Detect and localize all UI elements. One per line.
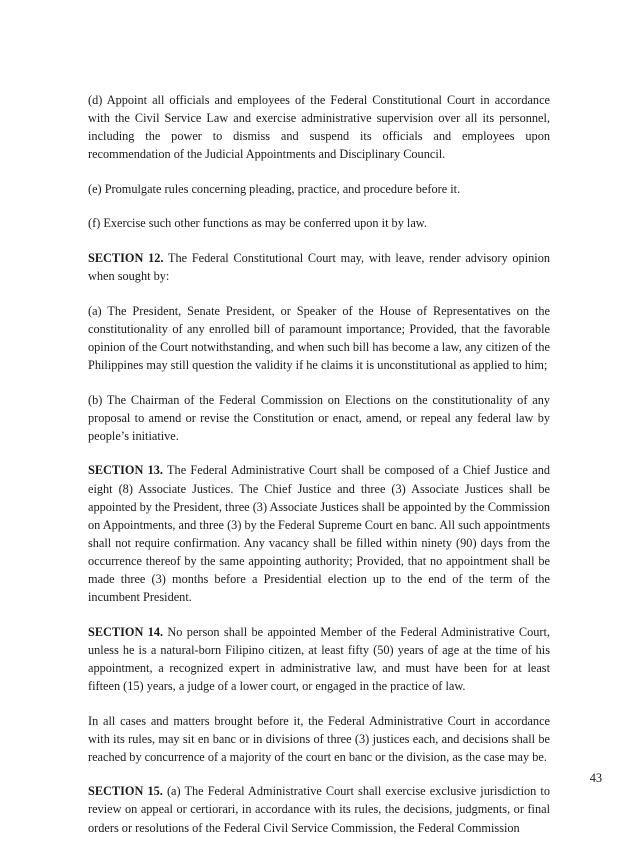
paragraph-text: (b) The Chairman of the Federal Commission on Elections on the constitutionality of any proposal to amend or revise the Constitution or enact, amend, or repeal any federal law by people’s initiative. bbox=[88, 392, 550, 443]
section-13-paragraph bbox=[88, 461, 550, 606]
document-page bbox=[88, 91, 550, 853]
page-number: 43 bbox=[589, 771, 602, 785]
section-label: SECTION 12. bbox=[88, 251, 164, 266]
paragraph-text: (d) Appoint all officials and employees of the Federal Constitutional Court in accordance with the Civil Service Law and exercise administrative supervision over all its personnel, including the power to dismiss and suspend its officials and employees upon recommendation of the Judicial Appointments and Disciplinary Council. bbox=[88, 93, 550, 162]
paragraph-text: In all cases and matters brought before it, the Federal Administrative Court in accordance with its rules, may sit en banc or in divisions of three (3) justices each, and decisions shall be reached by concurrence of a majority of the court en banc or the division, as the case may be. bbox=[88, 713, 550, 764]
paragraph-text: (e) Promulgate rules concerning pleading, practice, and procedure before it. bbox=[88, 181, 461, 196]
paragraph-f-other-functions bbox=[88, 214, 550, 232]
paragraph-d-appoint-officials bbox=[88, 91, 550, 163]
section-label: SECTION 15. bbox=[88, 784, 163, 799]
paragraph-text: No person shall be appointed Member of the Federal Administrative Court, unless he is a natural-born Filipino citizen, at least fifty (50) years of age at the time of his appointment, a recognized expert in administrative law, and must have been for at least fifteen (15) years, a judge of a lower court, or engaged in the practice of law. bbox=[88, 624, 550, 693]
paragraph-text: The Federal Constitutional Court may, with leave, render advisory opinion when sought by: bbox=[88, 251, 550, 284]
paragraph-text: (f) Exercise such other functions as may be conferred upon it by law. bbox=[88, 216, 427, 231]
paragraph-text: (a) The President, Senate President, or Speaker of the House of Representatives on the constitutionality of any enrolled bill of paramount importance; Provided, that the favorable opinion of the Court notwithstanding, and when such bill has become a law, any citizen of the Philippines may still question the validity if he claims it is unconstitutional as applied to him; bbox=[88, 303, 550, 373]
section-label: SECTION 13. bbox=[88, 463, 163, 478]
section-15-paragraph bbox=[88, 782, 550, 836]
paragraph-en-banc-divisions bbox=[88, 712, 550, 766]
paragraph-b-advisory-comelec bbox=[88, 391, 550, 445]
section-14-paragraph bbox=[88, 623, 550, 695]
paragraph-text: (a) The Federal Administrative Court shall exercise exclusive jurisdiction to review on appeal or certiorari, in accordance with its rules, the decisions, judgments, or final orders or resolutions of the Federal Civil Service Commission, the Federal Commission bbox=[88, 784, 550, 835]
paragraph-text: The Federal Administrative Court shall be composed of a Chief Justice and eight (8) Associate Justices. The Chief Justice and three (3) Associate Justices shall be appointed by the President, three (3) Associate Justices shall be appointed by the Commission on Appointments, and three (3) by the Federal Supreme Court en banc. All such appointments shall not require confirmation. Any vacancy shall be filled within ninety (90) days from the occurrence thereof by the same appointing authority; Provided, that no appointment shall be made three (3) months before a Presidential election up to the end of the term of the incumbent President. bbox=[88, 463, 550, 605]
section-label: SECTION 14. bbox=[88, 624, 164, 639]
section-12-paragraph bbox=[88, 249, 550, 285]
paragraph-a-advisory-president bbox=[88, 302, 550, 374]
paragraph-e-promulgate-rules bbox=[88, 180, 550, 198]
